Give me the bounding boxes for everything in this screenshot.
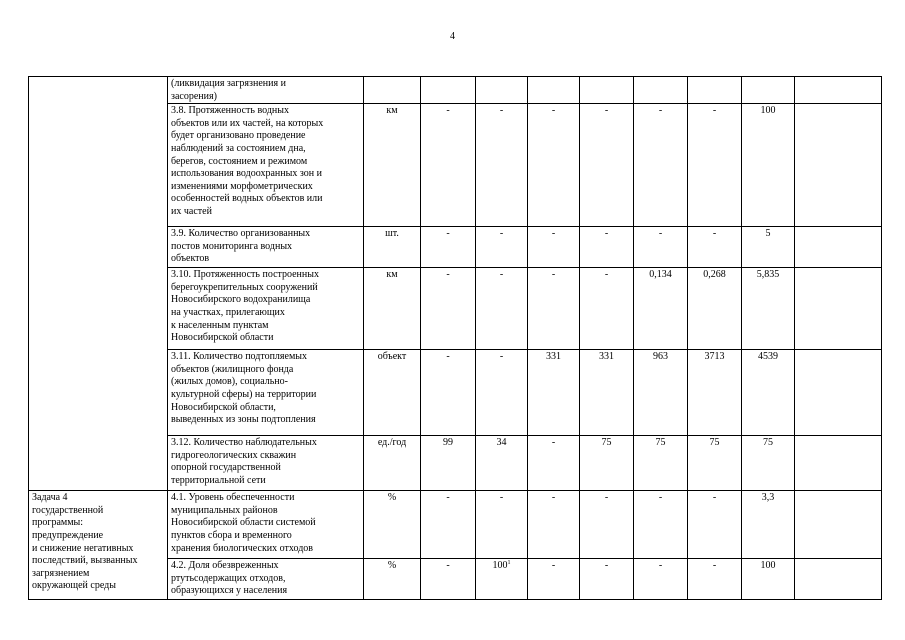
value-cell: -: [421, 268, 476, 350]
unit-cell: км: [364, 104, 421, 227]
note-cell: [795, 436, 882, 491]
value-cell: -: [634, 491, 688, 559]
value-cell: -: [528, 104, 580, 227]
unit-cell: шт.: [364, 227, 421, 268]
value-cell: -: [421, 104, 476, 227]
value-cell: [634, 77, 688, 104]
value-cell: -: [476, 227, 528, 268]
value-cell: -: [528, 227, 580, 268]
table-row: [29, 77, 882, 104]
page-number: 4: [450, 31, 455, 42]
value-cell: [742, 77, 795, 104]
value-cell: -: [634, 227, 688, 268]
value-cell: [421, 77, 476, 104]
value-cell: -: [476, 350, 528, 436]
value-cell: [580, 77, 634, 104]
value-cell: -: [421, 350, 476, 436]
value-cell: -: [421, 491, 476, 559]
value-cell: 100: [742, 559, 795, 600]
value-cell: -: [580, 268, 634, 350]
value-cell: [528, 77, 580, 104]
indicator-cell: 4.2. Доля обезвреженных ртутьсодержащих отходов, образующихся у населения: [168, 559, 364, 600]
note-cell: [795, 227, 882, 268]
task-cell-empty: [29, 77, 168, 491]
value-cell: -: [580, 491, 634, 559]
value-cell: 34: [476, 436, 528, 491]
note-cell: [795, 268, 882, 350]
unit-cell: [364, 77, 421, 104]
value-cell: -: [528, 268, 580, 350]
note-cell: [795, 77, 882, 104]
value-cell: $100^1$: [476, 559, 528, 600]
value-cell: 0,268: [688, 268, 742, 350]
value-cell: 5: [742, 227, 795, 268]
indicators-table: [28, 76, 882, 600]
value-cell: -: [421, 559, 476, 600]
value-cell: 4539: [742, 350, 795, 436]
value-cell: 75: [580, 436, 634, 491]
value-cell: 0,134: [634, 268, 688, 350]
value-cell: -: [476, 268, 528, 350]
footnote-mark: 1: [507, 560, 511, 567]
value-cell: -: [688, 491, 742, 559]
value-cell: -: [476, 491, 528, 559]
value-cell: -: [580, 104, 634, 227]
value-cell: -: [688, 559, 742, 600]
indicator-cell: 3.11. Количество подтопляемых объектов (жилищного фонда (жилых домов), социально- культурной сферы) на территории Новосибирской области, выведенных из зоны подтопления: [168, 350, 364, 436]
indicator-cell: 4.1. Уровень обеспеченности муниципальных районов Новосибирской области системой пунктов сбора и временного хранения биологических отходов: [168, 491, 364, 559]
unit-cell: ед./год: [364, 436, 421, 491]
indicator-cell: (ликвидация загрязнения и засорения): [168, 77, 364, 104]
unit-cell: %: [364, 559, 421, 600]
value-cell: 331: [528, 350, 580, 436]
value-cell: 331: [580, 350, 634, 436]
value-cell: 75: [688, 436, 742, 491]
indicator-cell: 3.10. Протяженность построенных берегоукрепительных сооружений Новосибирского водохранилища на участках, прилегающих к населенным пунктам Новосибирской области: [168, 268, 364, 350]
value-cell: -: [421, 227, 476, 268]
value-cell: -: [580, 559, 634, 600]
value-cell: 100: [742, 104, 795, 227]
value-cell: -: [688, 104, 742, 227]
value-cell: 99: [421, 436, 476, 491]
note-cell: [795, 491, 882, 559]
task-4-cell: Задача 4 государственной программы: предупреждение и снижение негативных последствий, вызванных загрязнением окружающей среды: [29, 491, 168, 600]
value-cell: 3,3: [742, 491, 795, 559]
indicator-cell: 3.9. Количество организованных постов мониторинга водных объектов: [168, 227, 364, 268]
indicator-cell: 3.12. Количество наблюдательных гидрогеологических скважин опорной государственной территориальной сети: [168, 436, 364, 491]
value-cell: -: [528, 491, 580, 559]
indicator-cell: 3.8. Протяженность водных объектов или их частей, на которых будет организовано проведение наблюдений за состоянием дна, берегов, состоянием и режимом использования водоохранных зон и изменениями морфометрических особенностей водных объектов или их частей: [168, 104, 364, 227]
value-cell: [476, 77, 528, 104]
value-cell: -: [580, 227, 634, 268]
unit-cell: км: [364, 268, 421, 350]
unit-cell: объект: [364, 350, 421, 436]
value-cell: 5,835: [742, 268, 795, 350]
value-cell: -: [688, 227, 742, 268]
note-cell: [795, 104, 882, 227]
note-cell: [795, 559, 882, 600]
value-cell: -: [528, 559, 580, 600]
value-cell: -: [476, 104, 528, 227]
value-cell: -: [528, 436, 580, 491]
value-cell: -: [634, 104, 688, 227]
value-cell: [688, 77, 742, 104]
value-cell: 75: [634, 436, 688, 491]
value-cell: 75: [742, 436, 795, 491]
note-cell: [795, 350, 882, 436]
value-cell: 963: [634, 350, 688, 436]
value-cell: 3713: [688, 350, 742, 436]
unit-cell: %: [364, 491, 421, 559]
value-cell: -: [634, 559, 688, 600]
table-row: [29, 491, 882, 559]
